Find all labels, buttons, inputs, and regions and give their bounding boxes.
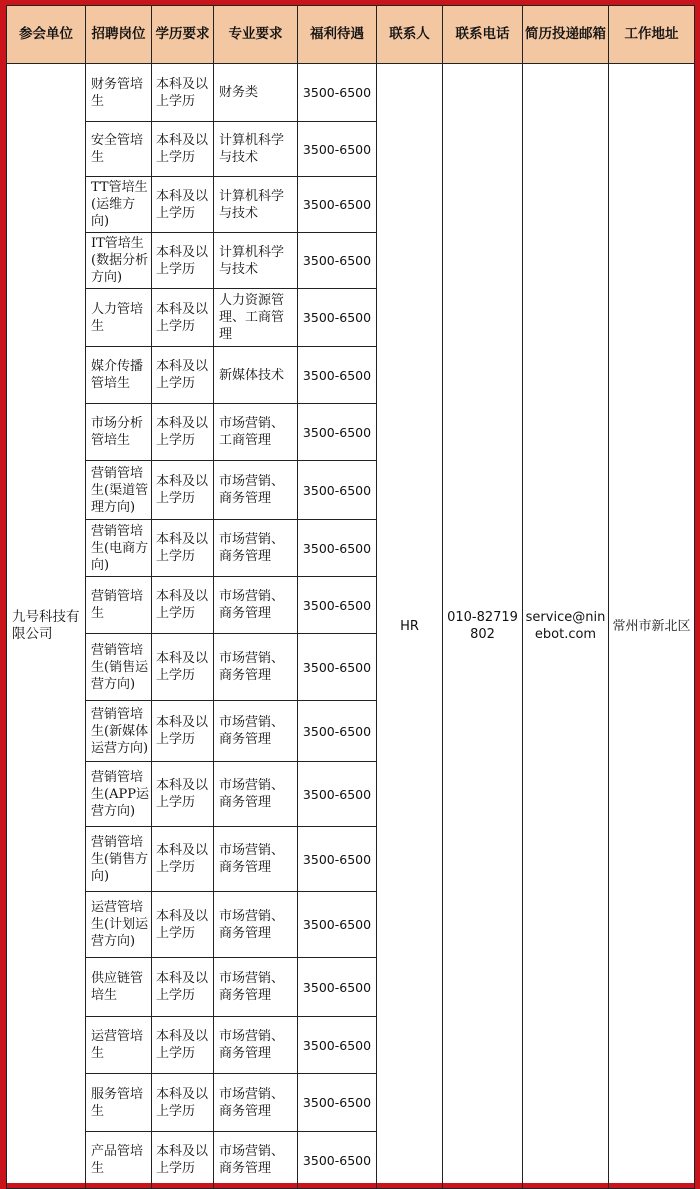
- major-cell: 市场营销、商务管理: [214, 892, 298, 958]
- major-cell: 计算机科学与技术: [214, 122, 298, 177]
- contact-phone: 010-82719802: [443, 64, 523, 1189]
- position-cell: IT管培生(数据分析方向): [86, 233, 152, 289]
- resume-email: service@ninebot.com: [523, 64, 609, 1189]
- position-cell: 人力管培生: [86, 289, 152, 347]
- position-cell: 营销管培生(新媒体运营方向): [86, 701, 152, 762]
- education-cell: 本科及以上学历: [152, 520, 214, 577]
- major-cell: 市场营销、商务管理: [214, 461, 298, 520]
- company-name: 九号科技有限公司: [7, 64, 86, 1189]
- education-cell: 本科及以上学历: [152, 233, 214, 289]
- education-cell: 本科及以上学历: [152, 177, 214, 233]
- position-cell: 财务管培生: [86, 64, 152, 122]
- education-cell: 本科及以上学历: [152, 958, 214, 1017]
- header-phone: 联系电话: [443, 6, 523, 64]
- position-cell: 产品管培生: [86, 1132, 152, 1189]
- salary-cell: 3500-6500: [298, 827, 377, 892]
- salary-cell: 3500-6500: [298, 634, 377, 701]
- education-cell: 本科及以上学历: [152, 634, 214, 701]
- work-address: 常州市新北区: [609, 64, 695, 1189]
- position-cell: 市场分析管培生: [86, 404, 152, 461]
- position-cell: 运营管培生: [86, 1017, 152, 1074]
- header-salary: 福利待遇: [298, 6, 377, 64]
- major-cell: 市场营销、商务管理: [214, 1132, 298, 1189]
- position-cell: 运营管培生(计划运营方向): [86, 892, 152, 958]
- job-listing-table: [6, 5, 695, 1189]
- salary-cell: 3500-6500: [298, 289, 377, 347]
- education-cell: 本科及以上学历: [152, 577, 214, 634]
- salary-cell: 3500-6500: [298, 892, 377, 958]
- salary-cell: 3500-6500: [298, 1074, 377, 1132]
- education-cell: 本科及以上学历: [152, 1074, 214, 1132]
- table-header-row: [7, 6, 695, 64]
- salary-cell: 3500-6500: [298, 64, 377, 122]
- header-address: 工作地址: [609, 6, 695, 64]
- major-cell: 市场营销、商务管理: [214, 1074, 298, 1132]
- salary-cell: 3500-6500: [298, 177, 377, 233]
- major-cell: 市场营销、工商管理: [214, 404, 298, 461]
- salary-cell: 3500-6500: [298, 1017, 377, 1074]
- position-cell: 媒介传播管培生: [86, 347, 152, 404]
- position-cell: 营销管培生: [86, 577, 152, 634]
- education-cell: 本科及以上学历: [152, 461, 214, 520]
- salary-cell: 3500-6500: [298, 233, 377, 289]
- position-cell: 营销管培生(销售方向): [86, 827, 152, 892]
- position-cell: 供应链管培生: [86, 958, 152, 1017]
- table-row: [7, 64, 695, 122]
- education-cell: 本科及以上学历: [152, 701, 214, 762]
- major-cell: 财务类: [214, 64, 298, 122]
- position-cell: 营销管培生(渠道管理方向): [86, 461, 152, 520]
- contact-person: HR: [377, 64, 443, 1189]
- education-cell: 本科及以上学历: [152, 762, 214, 827]
- salary-cell: 3500-6500: [298, 122, 377, 177]
- header-major: 专业要求: [214, 6, 298, 64]
- education-cell: 本科及以上学历: [152, 1132, 214, 1189]
- header-email: 简历投递邮箱: [523, 6, 609, 64]
- salary-cell: 3500-6500: [298, 1132, 377, 1189]
- salary-cell: 3500-6500: [298, 701, 377, 762]
- salary-cell: 3500-6500: [298, 347, 377, 404]
- salary-cell: 3500-6500: [298, 520, 377, 577]
- education-cell: 本科及以上学历: [152, 289, 214, 347]
- education-cell: 本科及以上学历: [152, 64, 214, 122]
- position-cell: 营销管培生(APP运营方向): [86, 762, 152, 827]
- major-cell: 市场营销、商务管理: [214, 577, 298, 634]
- education-cell: 本科及以上学历: [152, 892, 214, 958]
- salary-cell: 3500-6500: [298, 958, 377, 1017]
- education-cell: 本科及以上学历: [152, 827, 214, 892]
- salary-cell: 3500-6500: [298, 404, 377, 461]
- position-cell: TT管培生(运维方向): [86, 177, 152, 233]
- job-table-frame: [6, 5, 694, 1183]
- education-cell: 本科及以上学历: [152, 1017, 214, 1074]
- major-cell: 市场营销、商务管理: [214, 762, 298, 827]
- major-cell: 市场营销、商务管理: [214, 701, 298, 762]
- major-cell: 市场营销、商务管理: [214, 1017, 298, 1074]
- header-position: 招聘岗位: [86, 6, 152, 64]
- position-cell: 营销管培生(销售运营方向): [86, 634, 152, 701]
- salary-cell: 3500-6500: [298, 577, 377, 634]
- position-cell: 服务管培生: [86, 1074, 152, 1132]
- header-contact: 联系人: [377, 6, 443, 64]
- education-cell: 本科及以上学历: [152, 347, 214, 404]
- major-cell: 市场营销、商务管理: [214, 634, 298, 701]
- major-cell: 市场营销、商务管理: [214, 958, 298, 1017]
- table-body: [7, 64, 695, 1189]
- education-cell: 本科及以上学历: [152, 404, 214, 461]
- header-education: 学历要求: [152, 6, 214, 64]
- header-company: 参会单位: [7, 6, 86, 64]
- major-cell: 市场营销、商务管理: [214, 827, 298, 892]
- major-cell: 新媒体技术: [214, 347, 298, 404]
- salary-cell: 3500-6500: [298, 762, 377, 827]
- major-cell: 计算机科学与技术: [214, 177, 298, 233]
- position-cell: 营销管培生(电商方向): [86, 520, 152, 577]
- major-cell: 计算机科学与技术: [214, 233, 298, 289]
- education-cell: 本科及以上学历: [152, 122, 214, 177]
- position-cell: 安全管培生: [86, 122, 152, 177]
- salary-cell: 3500-6500: [298, 461, 377, 520]
- major-cell: 市场营销、商务管理: [214, 520, 298, 577]
- major-cell: 人力资源管理、工商管理: [214, 289, 298, 347]
